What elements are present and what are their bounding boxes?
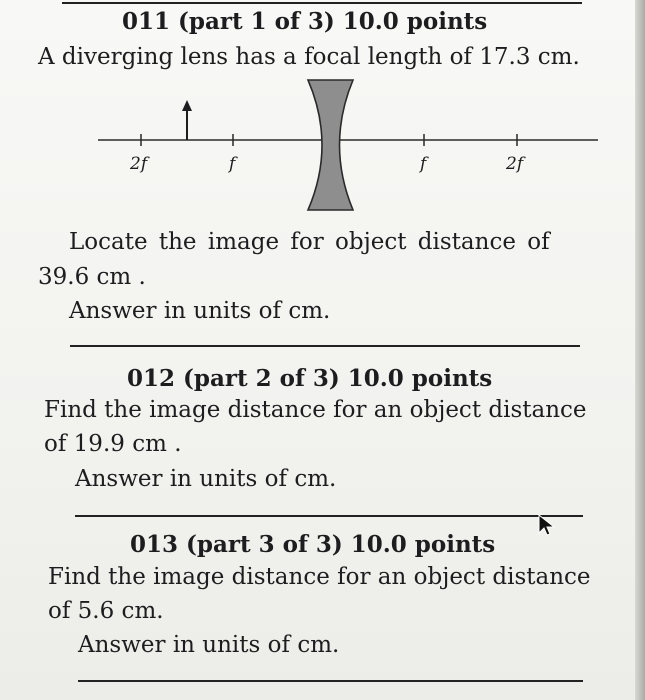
problem-011-header: 011 (part 1 of 3) 10.0 points (122, 8, 488, 35)
label-f-right: f (420, 154, 427, 174)
problem-013-question-line1: Find the image distance for an object distance (48, 564, 591, 590)
mouse-pointer-icon (537, 513, 557, 539)
page-edge (635, 0, 645, 700)
problem-013-units: Answer in units of cm. (78, 632, 340, 658)
answer-line-012 (75, 515, 583, 517)
label-2f-right: 2f (506, 154, 524, 174)
label-2f-left: 2f (130, 154, 148, 174)
problem-011-units: Answer in units of cm. (69, 298, 331, 324)
up-arrow-head (182, 100, 192, 111)
problem-012-units: Answer in units of cm. (75, 466, 337, 492)
problem-011-question-line2: 39.6 cm . (38, 264, 146, 290)
answer-line-011 (70, 345, 580, 347)
problem-011-intro: A diverging lens has a focal length of 17.3 cm. (38, 44, 580, 70)
problem-013-question-line2: of 5.6 cm. (48, 598, 164, 624)
problem-013-header: 013 (part 3 of 3) 10.0 points (130, 531, 496, 558)
diverging-lens (308, 80, 353, 210)
problem-012-header: 012 (part 2 of 3) 10.0 points (127, 365, 493, 392)
problem-012-question-line2: of 19.9 cm . (44, 431, 182, 457)
problem-011-question-line1: Locate the image for object distance of (69, 229, 550, 255)
problem-012-question-line1: Find the image distance for an object distance (44, 397, 587, 423)
answer-line-013 (78, 680, 583, 682)
lens-diagram (0, 0, 645, 230)
label-f-left: f (229, 154, 236, 174)
